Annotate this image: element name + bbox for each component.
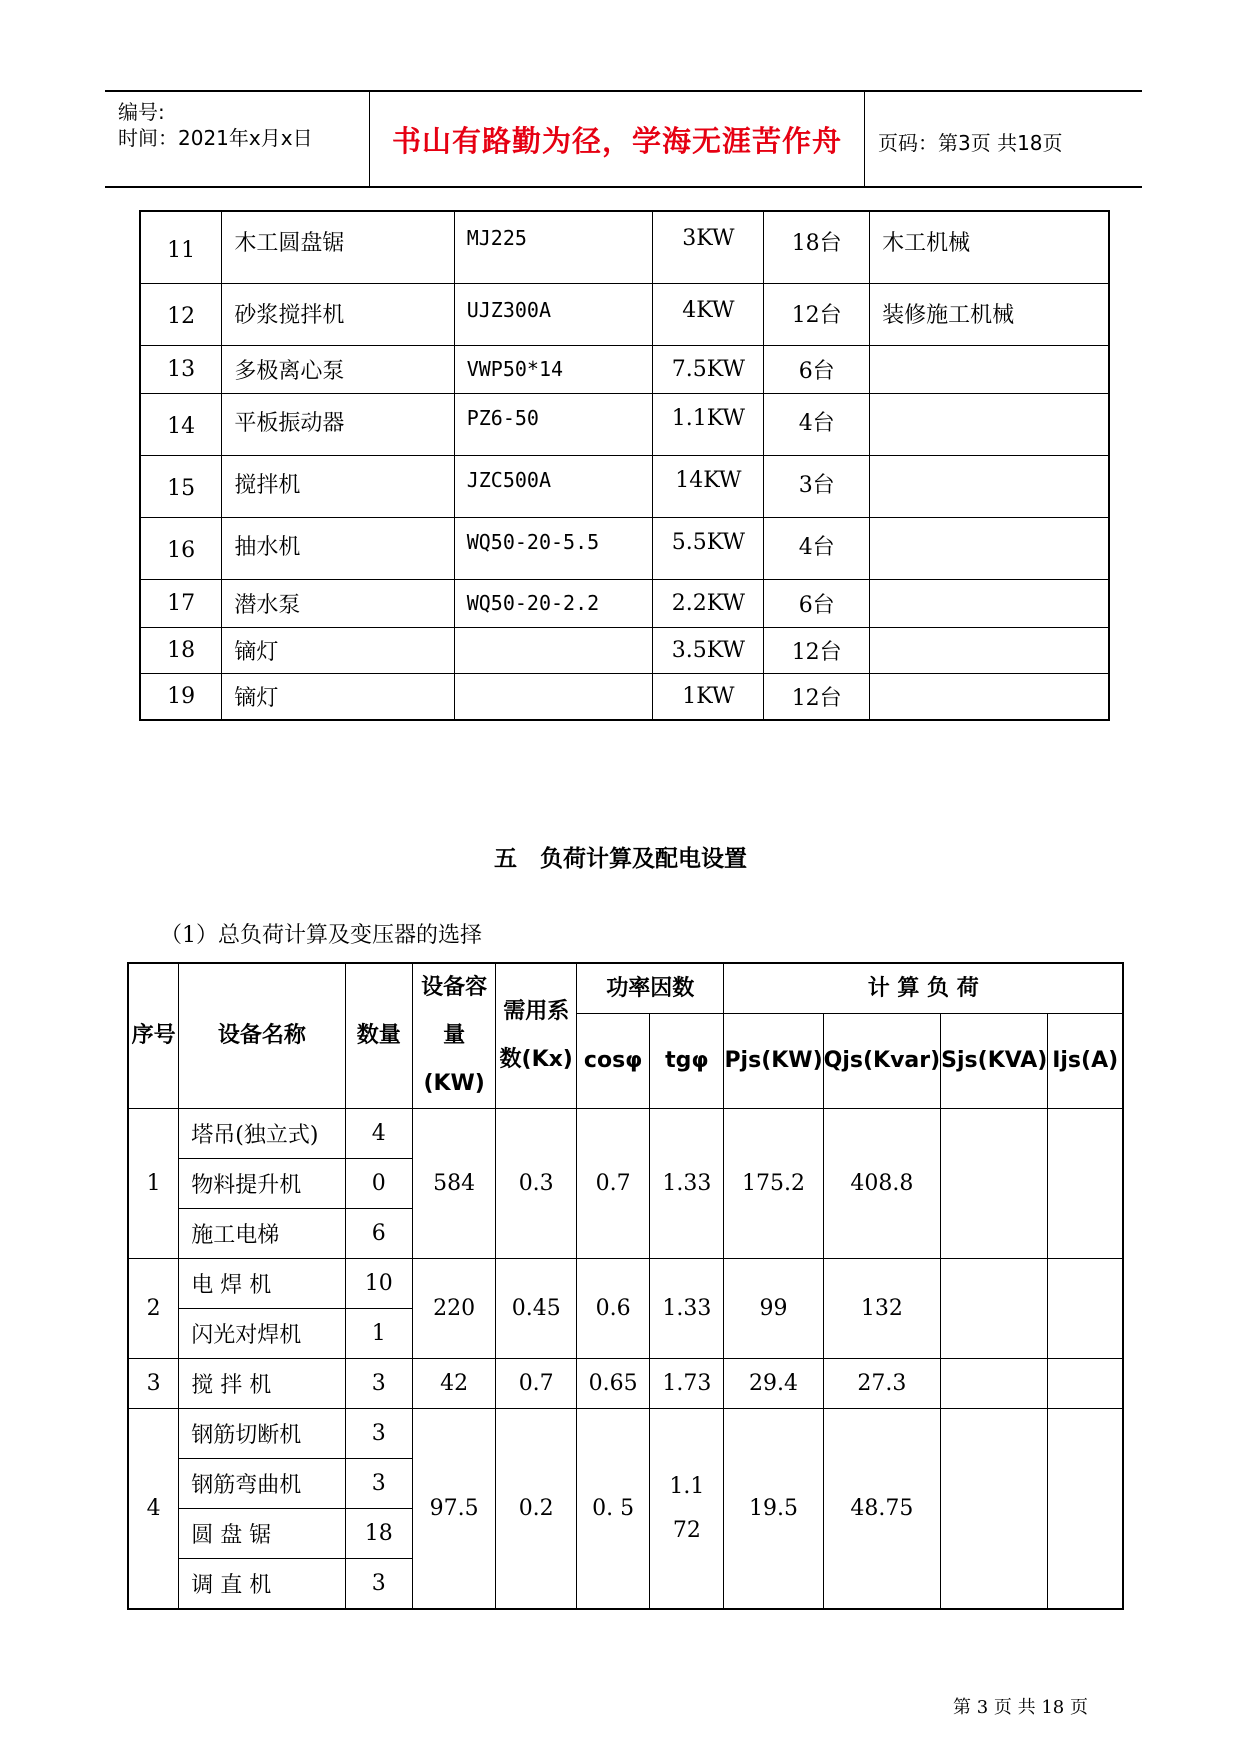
table-row — [140, 211, 1109, 283]
cell-model — [454, 673, 653, 720]
section-title: 五 负荷计算及配电设置 — [494, 846, 747, 872]
motto-text: 书山有路勤为径，学海无涯苦作舟 — [391, 124, 842, 158]
cell-pjs: 29.4 — [724, 1359, 823, 1409]
equipment-table-body — [140, 211, 1109, 720]
cell-no: 12 — [140, 283, 222, 345]
page-header — [105, 90, 1142, 188]
cell-qty: 12台 — [764, 627, 870, 673]
cell-qty: 12台 — [764, 283, 870, 345]
table-row — [140, 673, 1109, 720]
table-row — [140, 393, 1109, 455]
cell-qjs: 48.75 — [823, 1409, 941, 1610]
cell-name: 镝灯 — [222, 627, 454, 673]
header-demand-coef: 需用系数(Kx) — [496, 963, 577, 1109]
table-row — [140, 283, 1109, 345]
table-row — [128, 1409, 1123, 1459]
cell-use — [870, 393, 1109, 455]
cell-no: 13 — [140, 345, 222, 393]
cell-sjs — [941, 1109, 1048, 1259]
cell-count: 3 — [345, 1359, 412, 1409]
cell-name: 潜水泵 — [222, 579, 454, 627]
cell-count: 4 — [345, 1109, 412, 1159]
cell-cos: 0.6 — [577, 1259, 650, 1359]
cell-capacity: 220 — [412, 1259, 495, 1359]
cell-model — [454, 627, 653, 673]
cell-power: 2.2KW — [653, 579, 764, 627]
page-footer: 第 3 页 共 18 页 — [953, 1697, 1088, 1718]
cell-count: 10 — [345, 1259, 412, 1309]
cell-qty: 3台 — [764, 455, 870, 517]
cell-qty: 12台 — [764, 673, 870, 720]
cell-qty: 4台 — [764, 393, 870, 455]
cell-qjs: 27.3 — [823, 1359, 941, 1409]
cell-no: 11 — [140, 211, 222, 283]
table-row — [140, 579, 1109, 627]
cell-power: 7.5KW — [653, 345, 764, 393]
cell-device-name: 电 焊 机 — [179, 1259, 345, 1309]
header-pjs: Pjs(KW) — [724, 1014, 823, 1109]
header-sjs: Sjs(KVA) — [941, 1014, 1048, 1109]
cell-ijs — [1048, 1259, 1123, 1359]
cell-pjs: 19.5 — [724, 1409, 823, 1610]
table-row — [140, 627, 1109, 673]
header-motto-cell — [370, 92, 865, 186]
cell-device-name: 施工电梯 — [179, 1209, 345, 1259]
cell-no: 15 — [140, 455, 222, 517]
cell-model: VWP50*14 — [454, 345, 653, 393]
table-row — [128, 1259, 1123, 1309]
cell-qjs: 132 — [823, 1259, 941, 1359]
cell-use — [870, 345, 1109, 393]
cell-model: WQ50-20-5.5 — [454, 517, 653, 579]
cell-power: 1.1KW — [653, 393, 764, 455]
header-info-cell — [105, 92, 370, 186]
cell-kx: 0.2 — [496, 1409, 577, 1610]
header-calc-load: 计 算 负 荷 — [724, 963, 1123, 1014]
header-cos: cosφ — [577, 1014, 650, 1109]
cell-ijs — [1048, 1359, 1123, 1409]
header-row-1 — [128, 963, 1123, 1014]
header-capacity: 设备容量(KW) — [412, 963, 495, 1109]
equipment-table — [139, 210, 1110, 721]
cell-count: 3 — [345, 1559, 412, 1610]
cell-sjs — [941, 1409, 1048, 1610]
cell-cos: 0.65 — [577, 1359, 650, 1409]
cell-power: 3.5KW — [653, 627, 764, 673]
cell-name: 镝灯 — [222, 673, 454, 720]
cell-count: 1 — [345, 1309, 412, 1359]
cell-no: 17 — [140, 579, 222, 627]
cell-ijs — [1048, 1109, 1123, 1259]
cell-seq: 2 — [128, 1259, 179, 1359]
subsection-title: （1）总负荷计算及变压器的选择 — [160, 923, 482, 948]
cell-model: UJZ300A — [454, 283, 653, 345]
table-row — [140, 345, 1109, 393]
cell-power: 3KW — [653, 211, 764, 283]
cell-power: 5.5KW — [653, 517, 764, 579]
cell-power: 4KW — [653, 283, 764, 345]
cell-use — [870, 455, 1109, 517]
cell-count: 3 — [345, 1409, 412, 1459]
cell-kx: 0.45 — [496, 1259, 577, 1359]
cell-count: 0 — [345, 1159, 412, 1209]
cell-qty: 6台 — [764, 345, 870, 393]
cell-use — [870, 517, 1109, 579]
cell-seq: 4 — [128, 1409, 179, 1610]
header-ijs: Ijs(A) — [1048, 1014, 1123, 1109]
cell-model: JZC500A — [454, 455, 653, 517]
cell-device-name: 钢筋切断机 — [179, 1409, 345, 1459]
cell-name: 多极离心泵 — [222, 345, 454, 393]
cell-device-name: 搅 拌 机 — [179, 1359, 345, 1409]
cell-capacity: 42 — [412, 1359, 495, 1409]
cell-qty: 4台 — [764, 517, 870, 579]
header-name: 设备名称 — [179, 963, 345, 1109]
cell-ijs — [1048, 1409, 1123, 1610]
cell-qty: 18台 — [764, 211, 870, 283]
page-number-label: 页码：第3页 共18页 — [878, 131, 1063, 155]
cell-no: 18 — [140, 627, 222, 673]
cell-tg: 1.33 — [650, 1259, 724, 1359]
cell-kx: 0.3 — [496, 1109, 577, 1259]
cell-model: WQ50-20-2.2 — [454, 579, 653, 627]
cell-cos: 0. 5 — [577, 1409, 650, 1610]
cell-capacity: 97.5 — [412, 1409, 495, 1610]
cell-name: 平板振动器 — [222, 393, 454, 455]
cell-model: MJ225 — [454, 211, 653, 283]
header-tg: tgφ — [650, 1014, 724, 1109]
cell-name: 抽水机 — [222, 517, 454, 579]
cell-tg: 1.73 — [650, 1359, 724, 1409]
cell-use — [870, 627, 1109, 673]
cell-kx: 0.7 — [496, 1359, 577, 1409]
header-qjs: Qjs(Kvar) — [823, 1014, 941, 1109]
cell-no: 16 — [140, 517, 222, 579]
cell-count: 3 — [345, 1459, 412, 1509]
cell-pjs: 99 — [724, 1259, 823, 1359]
cell-tg: 1.172 — [650, 1409, 724, 1610]
cell-no: 19 — [140, 673, 222, 720]
cell-use — [870, 673, 1109, 720]
cell-sjs — [941, 1259, 1048, 1359]
cell-seq: 1 — [128, 1109, 179, 1259]
cell-power: 14KW — [653, 455, 764, 517]
header-power-factor: 功率因数 — [577, 963, 724, 1014]
table-row — [128, 1109, 1123, 1159]
cell-device-name: 物料提升机 — [179, 1159, 345, 1209]
cell-model: PZ6-50 — [454, 393, 653, 455]
cell-power: 1KW — [653, 673, 764, 720]
table-row — [140, 455, 1109, 517]
cell-use — [870, 579, 1109, 627]
cell-qjs: 408.8 — [823, 1109, 941, 1259]
cell-qty: 6台 — [764, 579, 870, 627]
cell-capacity: 584 — [412, 1109, 495, 1259]
header-seq: 序号 — [128, 963, 179, 1109]
cell-count: 6 — [345, 1209, 412, 1259]
document-time-label: 时间：2021年x月x日 — [118, 126, 313, 150]
document-number-label: 编号: — [118, 100, 165, 124]
header-page-cell — [865, 92, 1142, 186]
cell-seq: 3 — [128, 1359, 179, 1409]
cell-no: 14 — [140, 393, 222, 455]
cell-device-name: 塔吊(独立式) — [179, 1109, 345, 1159]
cell-use: 装修施工机械 — [870, 283, 1109, 345]
table-row — [140, 517, 1109, 579]
header-count: 数量 — [345, 963, 412, 1109]
cell-cos: 0.7 — [577, 1109, 650, 1259]
load-table-body — [128, 963, 1123, 1609]
cell-device-name: 圆 盘 锯 — [179, 1509, 345, 1559]
cell-use: 木工机械 — [870, 211, 1109, 283]
cell-device-name: 钢筋弯曲机 — [179, 1459, 345, 1509]
cell-device-name: 闪光对焊机 — [179, 1309, 345, 1359]
cell-sjs — [941, 1359, 1048, 1409]
cell-pjs: 175.2 — [724, 1109, 823, 1259]
cell-name: 砂浆搅拌机 — [222, 283, 454, 345]
cell-name: 木工圆盘锯 — [222, 211, 454, 283]
cell-name: 搅拌机 — [222, 455, 454, 517]
load-calculation-table — [127, 962, 1124, 1610]
cell-tg: 1.33 — [650, 1109, 724, 1259]
cell-count: 18 — [345, 1509, 412, 1559]
cell-device-name: 调 直 机 — [179, 1559, 345, 1610]
table-row — [128, 1359, 1123, 1409]
